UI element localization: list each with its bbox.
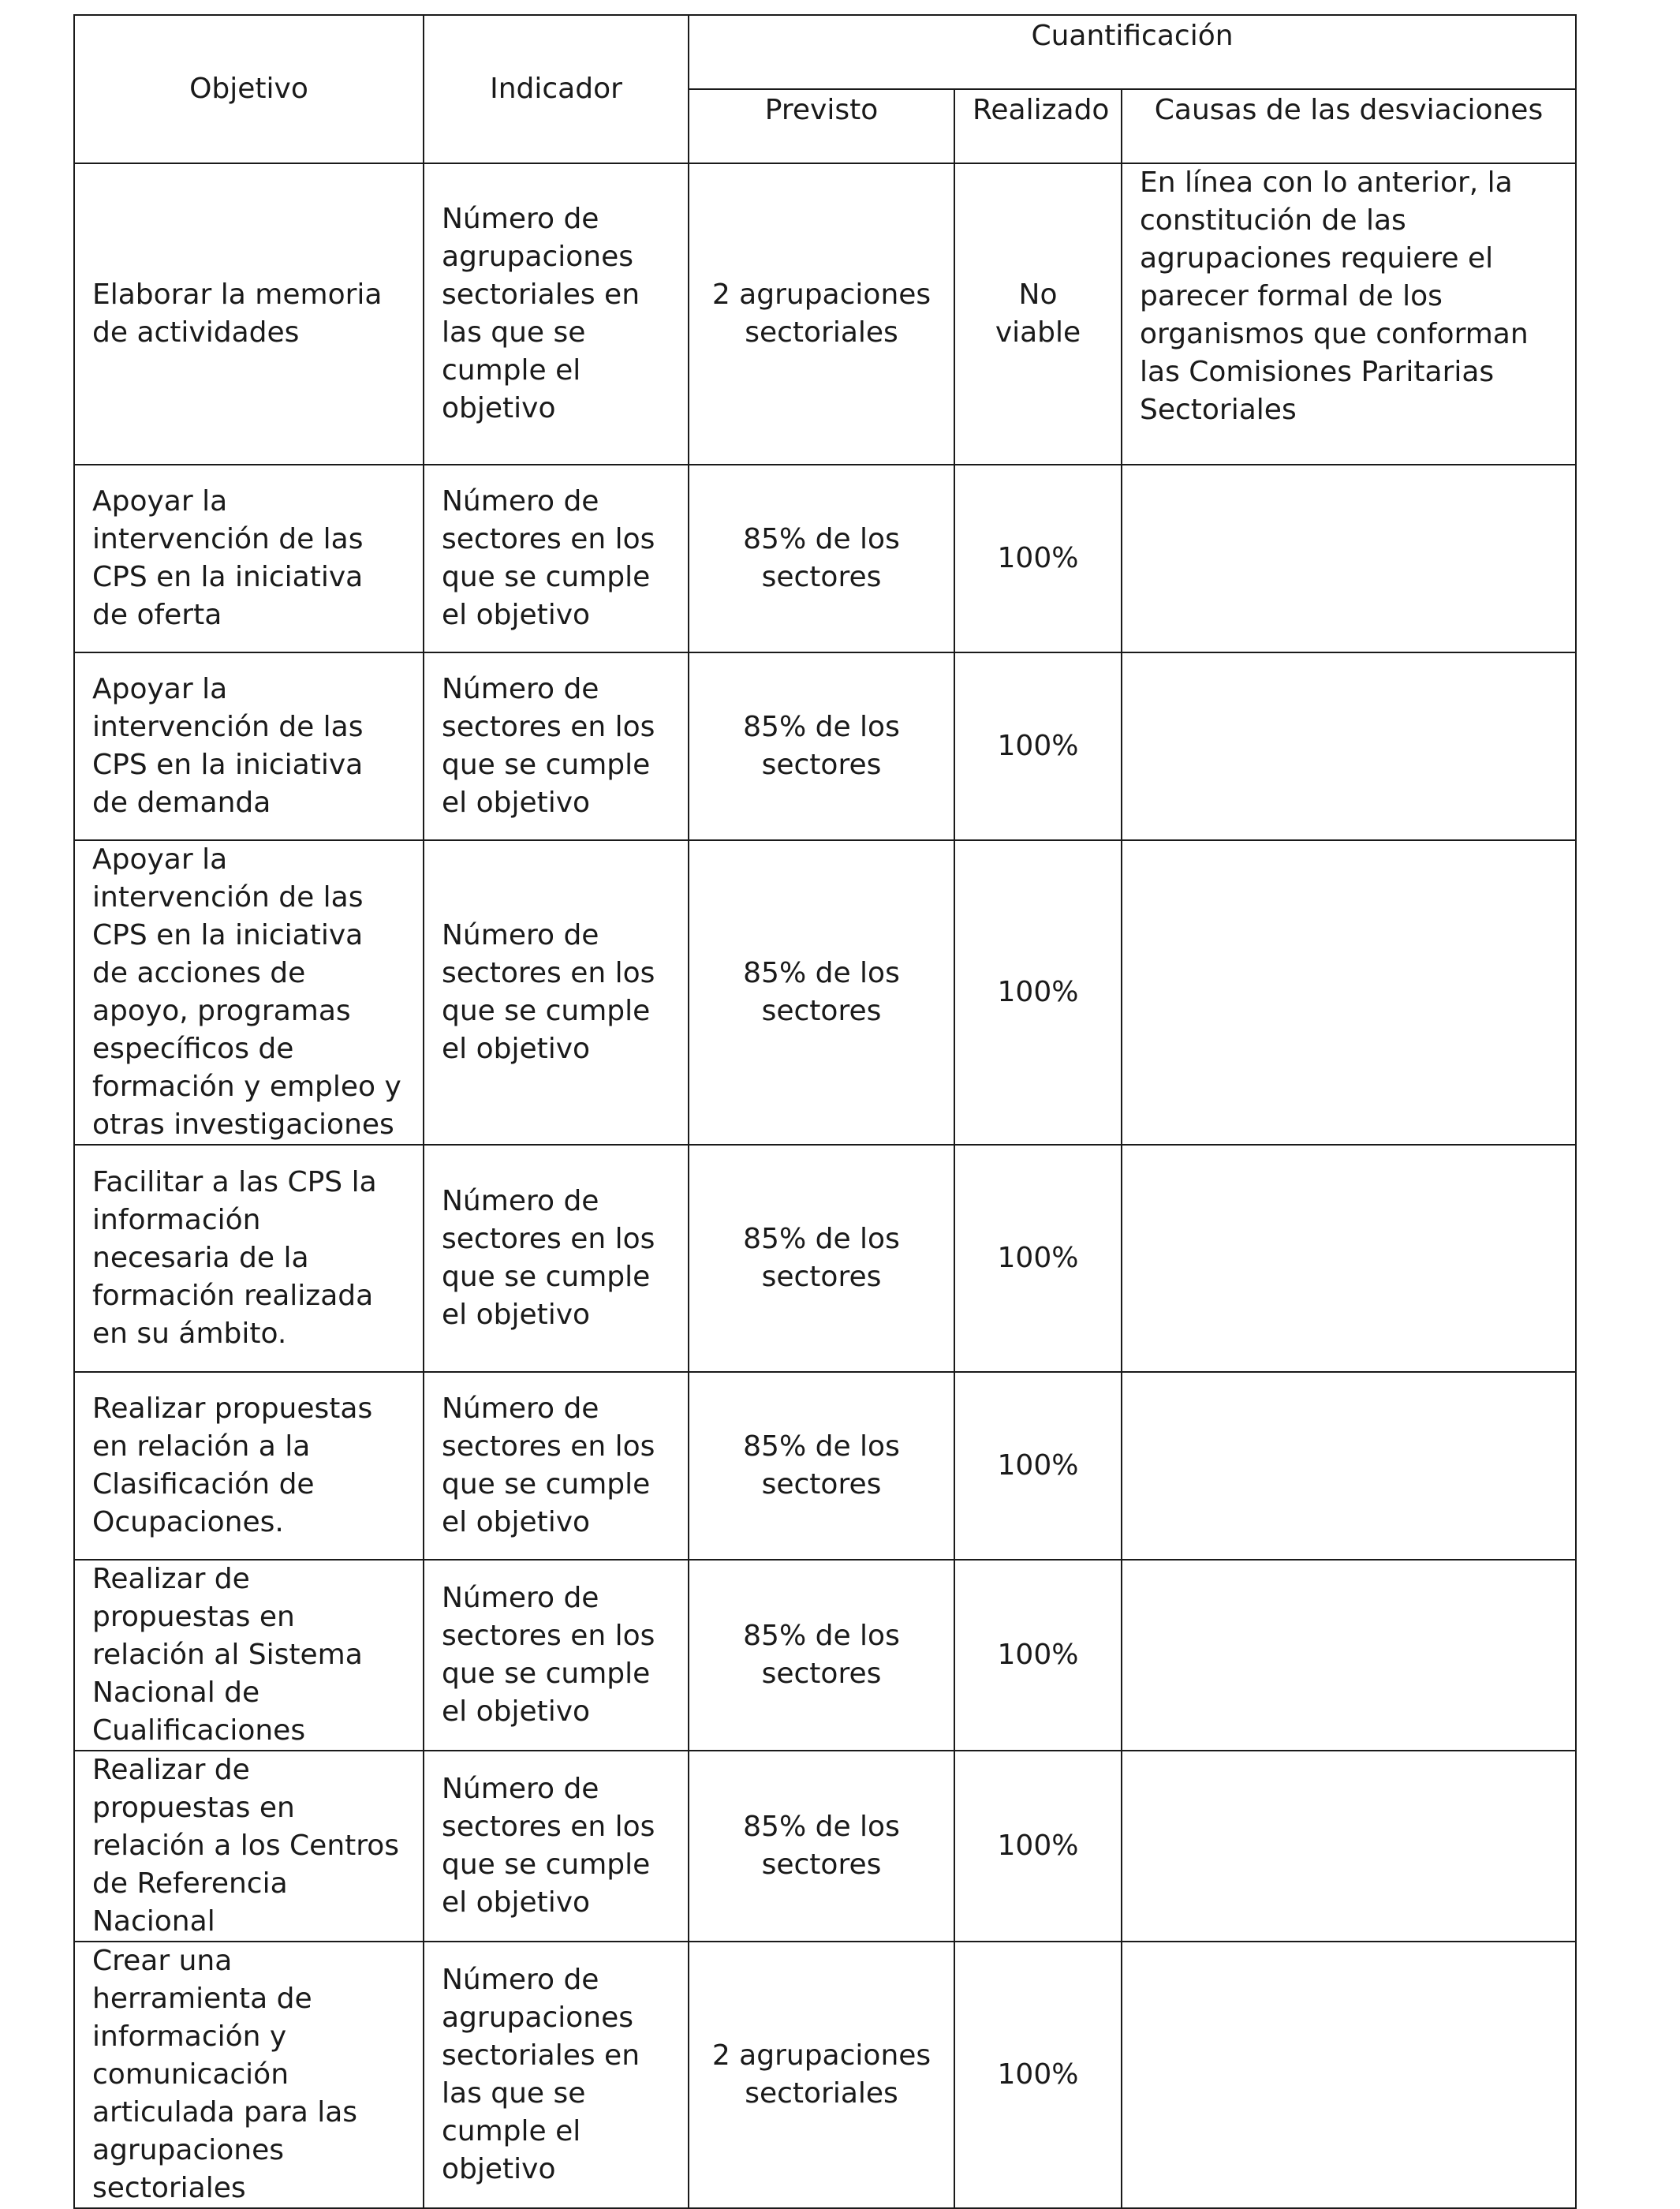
table-row bbox=[74, 1372, 1576, 1560]
table-row bbox=[74, 1560, 1576, 1751]
cell-realizado: No viable bbox=[954, 163, 1122, 465]
cell-causas bbox=[1122, 1751, 1576, 1942]
cell-causas bbox=[1122, 465, 1576, 652]
header-objetivo: Objetivo bbox=[74, 15, 424, 163]
cell-previsto: 85% de los sectores bbox=[689, 1145, 954, 1372]
cell-previsto: 85% de los sectores bbox=[689, 1751, 954, 1942]
table-row bbox=[74, 652, 1576, 840]
cell-indicador: Número de sectores en los que se cumple el objetivo bbox=[424, 840, 689, 1145]
cell-objetivo: Facilitar a las CPS la información necesaria de la formación realizada en su ámbito. bbox=[74, 1145, 424, 1372]
cell-causas: En línea con lo anterior, la constitución de las agrupaciones requiere el parecer formal de los organismos que conforman las Comisiones Paritarias Sectoriales bbox=[1122, 163, 1576, 465]
cell-previsto: 85% de los sectores bbox=[689, 652, 954, 840]
header-indicador: Indicador bbox=[424, 15, 689, 163]
table-row bbox=[74, 1942, 1576, 2208]
cell-indicador: Número de sectores en los que se cumple el objetivo bbox=[424, 465, 689, 652]
cell-indicador: Número de sectores en los que se cumple el objetivo bbox=[424, 1145, 689, 1372]
header-realizado: Realizado bbox=[954, 89, 1122, 163]
cell-causas bbox=[1122, 652, 1576, 840]
cell-realizado: 100% bbox=[954, 1560, 1122, 1751]
cell-realizado: 100% bbox=[954, 840, 1122, 1145]
cell-causas bbox=[1122, 1942, 1576, 2208]
table-row bbox=[74, 163, 1576, 465]
table-body bbox=[74, 15, 1576, 2208]
cell-objetivo: Apoyar la intervención de las CPS en la iniciativa de oferta bbox=[74, 465, 424, 652]
cell-indicador: Número de sectores en los que se cumple el objetivo bbox=[424, 1372, 689, 1560]
cell-realizado: 100% bbox=[954, 652, 1122, 840]
cell-objetivo: Apoyar la intervención de las CPS en la iniciativa de acciones de apoyo, programas específicos de formación y empleo y otras investigaciones bbox=[74, 840, 424, 1145]
table-row bbox=[74, 840, 1576, 1145]
cell-indicador: Número de agrupaciones sectoriales en las que se cumple el objetivo bbox=[424, 163, 689, 465]
header-row bbox=[74, 15, 1576, 89]
cell-objetivo: Elaborar la memoria de actividades bbox=[74, 163, 424, 465]
cell-objetivo: Crear una herramienta de información y comunicación articulada para las agrupaciones sectoriales bbox=[74, 1942, 424, 2208]
cell-objetivo: Realizar propuestas en relación a la Clasificación de Ocupaciones. bbox=[74, 1372, 424, 1560]
cell-indicador: Número de sectores en los que se cumple el objetivo bbox=[424, 1751, 689, 1942]
cell-previsto: 85% de los sectores bbox=[689, 1372, 954, 1560]
cell-previsto: 85% de los sectores bbox=[689, 1560, 954, 1751]
cell-indicador: Número de agrupaciones sectoriales en las que se cumple el objetivo bbox=[424, 1942, 689, 2208]
cell-previsto: 2 agrupaciones sectoriales bbox=[689, 163, 954, 465]
cell-objetivo: Realizar de propuestas en relación al Sistema Nacional de Cualificaciones bbox=[74, 1560, 424, 1751]
cell-indicador: Número de sectores en los que se cumple el objetivo bbox=[424, 652, 689, 840]
cell-previsto: 85% de los sectores bbox=[689, 465, 954, 652]
cell-realizado: 100% bbox=[954, 1751, 1122, 1942]
header-previsto: Previsto bbox=[689, 89, 954, 163]
cell-causas bbox=[1122, 1560, 1576, 1751]
cell-previsto: 2 agrupaciones sectoriales bbox=[689, 1942, 954, 2208]
cell-objetivo: Apoyar la intervención de las CPS en la iniciativa de demanda bbox=[74, 652, 424, 840]
cell-previsto: 85% de los sectores bbox=[689, 840, 954, 1145]
table-row bbox=[74, 1145, 1576, 1372]
cell-indicador: Número de sectores en los que se cumple el objetivo bbox=[424, 1560, 689, 1751]
header-causas: Causas de las desviaciones bbox=[1122, 89, 1576, 163]
cell-realizado: 100% bbox=[954, 1145, 1122, 1372]
header-cuantificacion: Cuantificación bbox=[689, 15, 1576, 89]
objectives-table bbox=[73, 14, 1577, 2209]
cell-causas bbox=[1122, 1145, 1576, 1372]
cell-realizado: 100% bbox=[954, 1372, 1122, 1560]
cell-realizado: 100% bbox=[954, 465, 1122, 652]
cell-realizado: 100% bbox=[954, 1942, 1122, 2208]
table-row bbox=[74, 1751, 1576, 1942]
cell-causas bbox=[1122, 840, 1576, 1145]
cell-causas bbox=[1122, 1372, 1576, 1560]
table-row bbox=[74, 465, 1576, 652]
cell-objetivo: Realizar de propuestas en relación a los Centros de Referencia Nacional bbox=[74, 1751, 424, 1942]
